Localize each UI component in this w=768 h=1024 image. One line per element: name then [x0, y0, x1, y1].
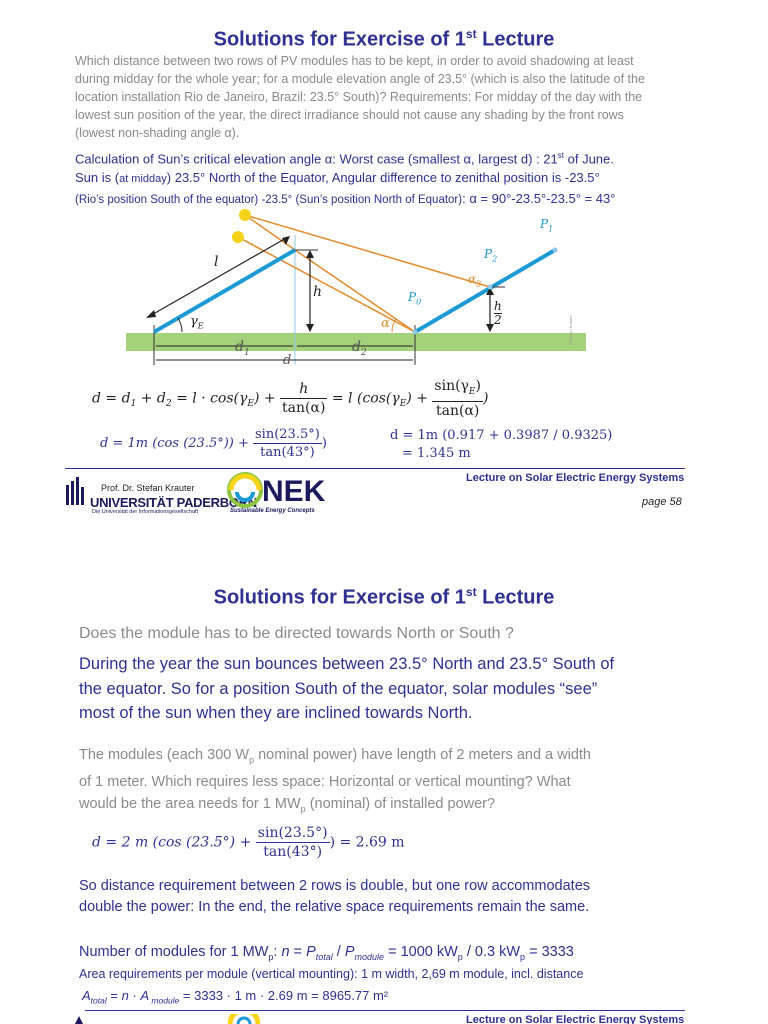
label-d1: $d_1$: [235, 339, 250, 358]
label-p1: $P_1$: [540, 217, 554, 234]
label-l: l: [214, 254, 219, 270]
footer-lecture-title: Lecture on Solar Electric Energy Systems: [466, 472, 685, 484]
answer-line: the equator. So for a position South of the equator, solar modules “see”: [79, 679, 598, 698]
intro-line: location installation Rio de Janeiro, Brazil: 23.5° South)? Requirements: For midday of the day with the: [75, 90, 643, 104]
result-line-2: = 1.345 m: [402, 446, 471, 461]
answer-line: So distance requirement between 2 rows is double, but one row accommodates: [79, 878, 591, 894]
total-area-line: $A_{total} = n \cdot A$ $_{module}$ = 3333 · 1 m · 2.69 m = 8965.77 m²: [82, 988, 389, 1006]
label-h: h: [313, 284, 323, 300]
university-logo-icon: [64, 477, 88, 507]
answer-orientation: [79, 652, 614, 726]
intro-line: during midday for the whole year; for a module elevation angle of 23.5° (which is also the latitude of the: [75, 72, 645, 86]
university-tagline: Die Universität der Informationsgesellschaft: [92, 509, 199, 515]
intro-line: Which distance between two rows of PV modules has to be kept, in order to avoid shadowing at least: [75, 54, 634, 68]
l-arrow: [148, 237, 288, 317]
question-orientation: Does the module has to be directed towards North or South ?: [79, 625, 514, 642]
nek-logo-icon-partial: [228, 1014, 260, 1024]
question-mounting: [79, 744, 591, 820]
label-p0: $P_0$: [408, 290, 422, 307]
module-front: [154, 250, 295, 332]
question-line: of 1 meter. Which requires less space: Horizontal or vertical mounting? What: [79, 773, 571, 790]
label-h-half: h 2: [494, 299, 502, 327]
footer-divider: [65, 468, 685, 469]
university-logo-icon-partial: [75, 1016, 83, 1024]
page-number: page 58: [642, 496, 682, 508]
formula-distance-2m: d = 2 m (cos (23.5°) + $\frac{\sin(23.5^\circ)}{\tan(43^\circ)}$ ) = 2.69 m: [92, 825, 405, 860]
footer-divider-2: [85, 1010, 685, 1011]
label-alpha2: $\alpha_2$: [468, 272, 482, 289]
answer-distance: [79, 876, 590, 918]
intro-line: lowest sun position of the year, the direct irradiance should not cause any shading by the front rows: [75, 108, 624, 122]
label-p2: $P_2$: [484, 247, 498, 264]
university-name: UNIVERSITÄT PADERBORN: [90, 495, 257, 510]
result-line-1: d = 1m (0.917 + 0.3987 / 0.9325): [390, 428, 613, 443]
slide1-calc: [75, 146, 735, 210]
answer-line: most of the sun when they are inclined towards North.: [79, 704, 473, 722]
answer-line: During the year the sun bounces between 23.5° North and 23.5° South of: [79, 655, 615, 673]
intro-line: (lowest non-shading angle α).: [75, 126, 240, 140]
nek-tagline: Sustainable Energy Concepts: [230, 508, 315, 514]
nek-logo-icon: [227, 472, 263, 508]
calc-line-3: (Rio’s position South of the equator) -23.5° (Sun’s position North of Equator): α = 90°-23.5°-23.5° = 43°: [75, 191, 616, 207]
question-line: would be the area needs for 1 $MW_p$ (nominal) of installed power?: [79, 795, 496, 814]
slide2-title: Solutions for Exercise of 1st Lecture: [213, 585, 555, 609]
footer-lecture-title-2: Lecture on Solar Electric Energy Systems: [466, 1014, 685, 1024]
shading-diagram: [100, 205, 600, 375]
question-line: The modules (each 300 $W_p$ nominal power) have length of 2 meters and a width: [79, 747, 591, 765]
calc-line-2: Sun is (at midday) 23.5° North of the Equator, Angular difference to zenithal position is -23.5°: [75, 170, 600, 186]
copyright-text: © Stefan Krauter: [568, 315, 573, 345]
sun-icon: [232, 231, 244, 243]
sun-icon: [239, 209, 251, 221]
label-alpha: α: [381, 316, 390, 331]
label-d: d: [283, 353, 292, 368]
slide1-title: Solutions for Exercise of 1st Lecture: [213, 27, 555, 51]
label-d2: $d_2$: [352, 339, 367, 358]
label-gamma: $\gamma_E$: [190, 314, 204, 331]
calc-line-1: Calculation of Sun’s critical elevation angle α: Worst case (smallest α, largest d) : 21st of June.: [75, 151, 614, 167]
result-block: [390, 427, 612, 463]
answer-line: double the power: In the end, the relative space requirements remain the same.: [79, 899, 590, 915]
professor-name: Prof. Dr. Stefan Krauter: [101, 483, 195, 493]
nek-name: NEK: [262, 475, 326, 508]
slide1-intro: [75, 52, 715, 142]
modules-count-line: Number of modules for 1 $MW_p$: $n = P_{total} / P_{module} = 1000$ $kW_p / 0.3$ $kW_p = 3333$: [79, 944, 574, 962]
formula-numeric: d = 1m (cos (23.5°)) + $\frac{\sin(23.5^\circ)}{\tan(43^\circ)}$ ): [100, 427, 327, 460]
sun-ray: [245, 215, 490, 287]
area-requirements-line: Area requirements per module (vertical mounting): 1 m width, 2,69 m module, incl. distance: [79, 967, 584, 981]
formula-distance: $d = d_1 + d_2 = l \cdot \cos(\gamma_E)$ + $\frac{h}{\tan(\alpha)}$ = l ($\cos(\gamma_E)$ + $\frac{\sin(\gamma_E)}{\tan(\alpha)}$ ): [92, 378, 489, 419]
